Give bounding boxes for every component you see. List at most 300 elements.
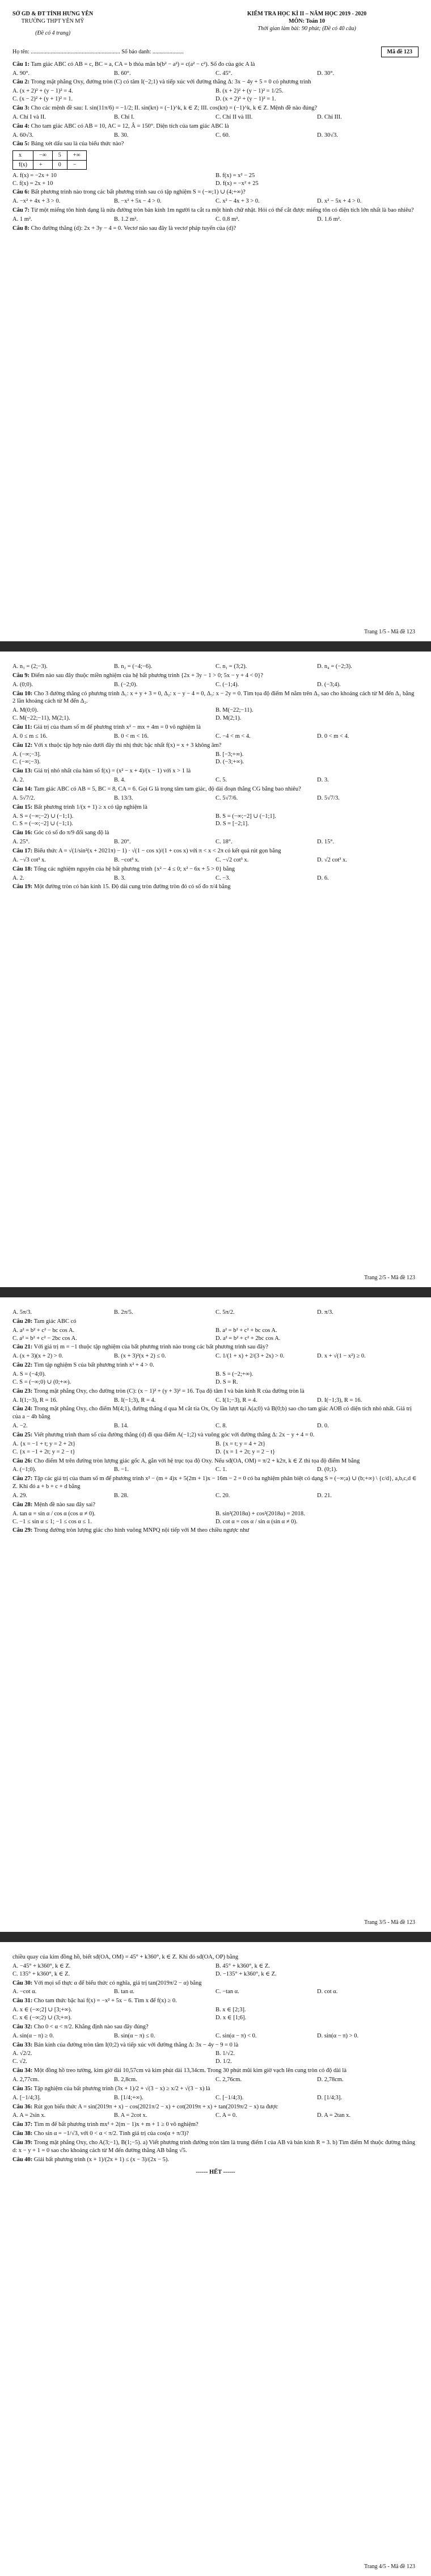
answer-option: A. a² = b² + c² − bc cos A. [12,1327,75,1334]
answer-options [12,838,419,846]
question-number: Câu 36: [12,2103,33,2110]
answer-option: B. (−2;0). [114,681,138,688]
question-block [12,1431,419,1456]
question-number: Câu 12: [12,742,33,749]
answer-options [12,172,419,188]
answer-options [12,1440,419,1456]
answer-option: B. 2,8cm. [114,2077,137,2083]
question-text-row [12,847,419,855]
answer-option: C. 45°. [216,70,233,77]
question-text: Tam giác ABC có AB = c, BC = a, CA = b thỏa mãn b(b² − a²) = c(a² − c²). Số đo của góc A là [31,61,255,68]
answer-option: B. a² = b² + c² + bc cos A. [216,1327,277,1334]
question-number: Câu 7: [12,207,30,214]
answer-option: B. S = (−2;+∞). [216,1371,253,1378]
question-text-row [12,2130,419,2138]
answer-option: A. S = (−∞;−2) ∪ (−1;1). [12,813,74,820]
question-block [12,865,419,883]
question-block [12,672,419,689]
question-text: Cho tam giác ABC có AB = 10, AC = 12, Â = 150°. Diện tích của tam giác ABC là [31,123,229,129]
question-text-row [12,2156,419,2164]
question-text: Bảng xét dấu sau là của biểu thức nào? [31,141,124,148]
answer-option: A. 2,77cm. [12,2077,39,2083]
question-text-row [12,78,419,86]
answer-options [12,1352,419,1360]
question-block [12,1361,419,1386]
question-text: Trong mặt phẳng Oxy, đường tròn (C) có tâm I(−2;1) và tiếp xúc với đường thẳng Δ: 3x − 4y + 5 = 0 có phương trình [31,79,311,86]
answer-option: B. [−3;+∞). [216,751,244,758]
answer-option: A. −45° + k360°, k ∈ Z. [12,1963,71,1969]
question-list-page-1 [12,61,419,233]
answer-options [12,216,419,224]
end-marker: ------ HẾT ------ [196,2169,235,2175]
answer-option: C. −3. [216,875,231,881]
question-text-row [12,865,419,873]
question-list-page-4 [12,1953,419,2164]
question-text-row [12,2085,419,2093]
answer-options [12,2112,419,2120]
answer-option: A. I(1;−3), R = 16. [12,1397,58,1403]
answer-option: C. x ∈ (−∞;2) ∪ (3;+∞). [12,2015,72,2022]
answer-option: C. 20. [216,1493,230,1499]
question-block [12,1318,419,1343]
question-text: Cho điểm M trên đường tròn lượng giác gốc A, gắn với hệ trục tọa độ Oxy. Nếu sđ(OA, OM) = π/2 + k2π, k ∈ Z thì tọa độ điểm M bằng [33,1457,360,1464]
question-block [12,724,419,741]
question-block [12,742,419,767]
answer-option: C. 1. [216,1466,227,1473]
question-number: Câu 35: [12,2085,33,2092]
question-number: Câu 16: [12,830,33,837]
answer-options [12,1988,419,1996]
answer-option: D. S = R. [216,1379,238,1385]
question-block [12,1457,419,1474]
answer-option: B. −x² + 5x − 4 > 0. [114,198,162,205]
question-text-row [12,1431,419,1439]
answer-option: A. n₃ = (2;−3). [12,663,48,670]
answer-option: B. 2π/5. [114,1309,133,1316]
question-text: Biểu thức A = √(1/sin²(x + 2021π) − 1) · √(1 − cos x)/(1 + cos x) với π < x < 2π có kết quả rút gọn bằng [33,848,281,855]
answer-option: D. 30°. [317,70,335,77]
sign-table-row-f [13,160,87,169]
answer-option: C. [−1/4;3). [216,2094,244,2101]
question-block [12,78,419,103]
question-block [12,2041,419,2066]
exam-page-2 [0,652,431,1287]
answer-option: D. (x + 2)² + (y − 1)² = 1. [216,96,276,103]
question-number: Câu 30: [12,1980,33,1986]
answer-option: C. I(1;−3), R = 4. [216,1397,257,1403]
question-text: Một đồng hồ treo tường, kim giờ dài 10,57cm và kim phút dài 13,34cm. Trong 30 phút mũi kim giờ vạch lên cung tròn có độ dài là [33,2067,347,2074]
question-number: Câu 22: [12,1362,33,1369]
question-text-row [12,123,419,131]
page-footer: Trang 1/5 - Mã đề 123 [364,628,415,635]
question-block [12,1388,419,1405]
answer-option: A. A = 2sin x. [12,2112,46,2119]
question-block [12,767,419,784]
answer-option: D. x² − 5x + 4 > 0. [317,198,362,205]
answer-options [12,813,419,829]
answer-options [12,795,419,802]
question-number: Câu 21: [12,1344,33,1351]
answer-options [12,197,419,205]
answer-option: B. 4. [114,777,126,784]
page-footer: Trang 3/5 - Mã đề 123 [364,1919,415,1926]
question-text-row [12,1457,419,1465]
answer-option: C. 5π/2. [216,1309,235,1316]
answer-option: B. (x + 3)²(x + 2) ≤ 0. [114,1353,166,1360]
question-number: Câu 32: [12,2023,33,2030]
question-text: Cho đường thẳng (d): 2x + 3y − 4 = 0. Vectơ nào sau đây là vectơ pháp tuyến của (d)? [31,225,236,232]
question-text-row [12,1475,419,1491]
answer-option: B. 30. [114,132,129,138]
answer-options [12,1422,419,1430]
answer-option: A. −cot α. [12,1989,37,1995]
question-text-row [12,2041,419,2049]
answer-option: A. (0;0). [12,681,33,688]
question-block [12,663,419,671]
question-text: Cho tam thức bậc hai f(x) = −x² + 5x − 6. Tìm x để f(x) ≥ 0. [33,1998,177,2005]
question-text-row [12,883,419,891]
question-number: Câu 25: [12,1432,33,1439]
question-block [12,225,419,233]
question-block [12,829,419,846]
question-number: Câu 6: [12,189,30,196]
question-number: Câu 4: [12,123,30,129]
answer-option: C. −1 ≤ sin α ≤ 1; −1 ≤ cos α ≤ 1. [12,1518,92,1525]
question-number: Câu 39: [12,2140,33,2146]
answer-option: A. f(x) = −2x + 10 [12,172,57,179]
question-number: Câu 2: [12,79,30,86]
question-text: Giá trị của tham số m để phương trình x² − mx + 4m = 0 vô nghiệm là [33,724,201,731]
question-block [12,1953,419,1978]
answer-option: C. 5. [216,777,227,784]
answer-option: D. 3. [317,777,329,784]
question-number: Câu 26: [12,1457,33,1464]
answer-option: C. M(−22;−11), M(2;1). [12,715,70,722]
sign-table [12,150,87,169]
question-text: Cho sin α = −1/√3, với 0 < α < π/2. Tính giá trị của cos(α + π/3)? [33,2130,189,2137]
answer-option: B. tan α. [114,1989,134,1995]
question-text-row [12,1527,419,1535]
question-text-row [12,2023,419,2031]
answer-option: D. x ∈ [1;6]. [216,2015,247,2022]
answer-option: A. 2. [12,875,24,881]
exam-header [12,10,419,37]
answer-option: A. 90°. [12,70,30,77]
question-text: Tìm tập nghiệm S của bất phương trình x² + 4 > 0. [33,1362,154,1369]
answer-option: C. 1/(1 + x) + 2/(3 + 2x) > 0. [216,1353,285,1360]
exam-code: Mã đề 123 [381,47,419,57]
question-text: chiều quay của kim đồng hồ, biết sđ(OA, OM) = 45° + k360°, k ∈ Z. Khi đó sđ(OA, OP) bằng [12,1954,239,1960]
question-block [12,2085,419,2102]
answer-option: D. 15°. [317,839,335,846]
question-block [12,804,419,829]
exam-subject: MÔN: Toán 10 [289,18,326,25]
answer-options [12,2076,419,2084]
answer-option: B. M(−22;−11). [216,707,253,714]
answer-option: B. −cot³ x. [114,856,140,863]
answer-option: B. [1/4;+∞). [114,2094,143,2101]
question-block [12,2103,419,2120]
answer-option: B. 3. [114,875,126,881]
answer-option: C. S = (−∞;−2] ∪ (−1;1). [12,821,73,827]
answer-options [12,1309,419,1317]
answer-options [12,2094,419,2102]
answer-options [12,2032,419,2040]
question-number: Câu 38: [12,2130,33,2137]
answer-options [12,2006,419,2022]
question-number: Câu 31: [12,1998,33,2005]
question-number: Câu 10: [12,690,33,697]
answer-options [12,1327,419,1343]
answer-option: A. 1 m². [12,216,32,223]
sign-table-row-x [13,151,87,160]
question-block [12,785,419,802]
question-number: Câu 14: [12,786,33,793]
question-text-row [12,1501,419,1509]
answer-option: B. S = (−∞;−2] ∪ (−1;1]. [216,813,276,820]
answer-option: B. 13/3. [114,795,133,801]
answer-option: A. sin(α − π) ≥ 0. [12,2032,54,2039]
page-count-note: (Đề có 4 trang) [35,30,71,37]
answer-options [12,2050,419,2066]
sign-table-x-label: x [13,151,33,160]
answer-option: B. (x + 2)² + (y − 1)² = 1/25. [216,88,284,95]
page-footer: Trang 4/5 - Mã đề 123 [364,2563,415,2570]
question-text-row [12,2139,419,2155]
question-text-row [12,1997,419,2005]
question-block [12,2139,419,2155]
answer-option: D. n₄ = (−2;3). [317,663,352,670]
question-text-row [12,1388,419,1396]
answer-option: D. 0 < m < 4. [317,733,349,739]
answer-option: C. 60. [216,132,230,138]
question-block [12,1980,419,1997]
answer-option: A. (−1;0). [12,1466,36,1473]
question-text-row [12,690,419,706]
answer-option: D. A = 2tan x. [317,2112,351,2119]
answer-options [12,663,419,671]
question-text-row [12,207,419,215]
question-block [12,1343,419,1360]
answer-option: B. 28. [114,1493,129,1499]
answer-option: A. 5π/3. [12,1309,32,1316]
answer-option: A. (−∞;−3]. [12,751,41,758]
question-block [12,847,419,864]
question-text-row [12,785,419,793]
sign-table-x-value: +∞ [67,151,86,160]
question-number: Câu 27: [12,1476,33,1482]
question-block [12,1405,419,1430]
question-text-row [12,104,419,112]
question-block [12,140,419,187]
question-block [12,1475,419,1500]
answer-option: C. 8. [216,1423,227,1430]
answer-option: D. a² = b² + c² + 2bc cos A. [216,1335,281,1342]
candidate-info-row [12,47,419,57]
answer-option: C. x² − 4x + 3 > 0. [216,198,260,205]
answer-option: B. 0 < m < 16. [114,733,149,739]
question-text-row [12,829,419,837]
question-text: Bất phương trình 1/(x + 1) ≥ x có tập nghiệm là [33,804,147,810]
answer-option: D. 21. [317,1493,332,1499]
answer-option: C. −4 < m < 4. [216,733,251,739]
answer-option: C. sin(α − π) < 0. [216,2032,257,2039]
answer-option: D. (−3;+∞). [216,759,244,766]
answer-option: C. {x = −1 + 2t; y = 2 − t} [12,1448,75,1455]
answer-option: C. 18°. [216,839,233,846]
question-number: Câu 17: [12,848,33,855]
school-name: TRƯỜNG THPT YÊN MỸ [21,18,84,25]
question-block [12,2121,419,2129]
answer-option: A. {x = −1 + t; y = 2 + 2t} [12,1440,76,1447]
answer-option: B. f(x) = x² − 25 [216,172,255,179]
answer-option: D. 0. [317,1423,329,1430]
question-block [12,1997,419,2022]
answer-option: D. Chỉ III. [317,114,342,120]
answer-option: C. f(x) = 2x + 10 [12,180,53,187]
question-text: Bán kính của đường tròn tâm I(0;2) và tiếp xúc với đường thẳng Δ: 3x − 4y − 9 = 0 là [33,2041,239,2048]
question-block [12,1527,419,1535]
answer-option: D. [1/4;3]. [317,2094,343,2101]
answer-option: D. 1.6 m². [317,216,341,223]
question-text: Từ một miếng tôn hình dạng là nửa đường tròn bán kính 1m người ta cắt ra một hình chữ nhật. Hỏi có thể cắt được miếng tôn có diện tích lớn nhất là bao nhiêu? [31,207,414,214]
question-number: Câu 15: [12,804,33,810]
question-number: Câu 19: [12,884,33,890]
question-block [12,1501,419,1526]
question-number: Câu 20: [12,1318,33,1325]
answer-option: C. √2. [12,2058,27,2065]
exam-time: Thời gian làm bài: 90 phút; (Đề có 40 câu) [257,26,356,32]
answer-option: D. 5√7/3. [317,795,340,801]
answer-options [12,1492,419,1500]
question-text: Với giá trị m = −1 thuộc tập nghiệm của bất phương trình nào trong các bất phương trình sau đây? [33,1344,268,1351]
answer-option: B. n₂ = (−4;−6). [114,663,153,670]
question-number: Câu 9: [12,672,30,679]
answer-option: C. 135° + k360°, k ∈ Z. [12,1970,70,1977]
question-text: Trong đường tròn lượng giác cho hình vuông MNPQ nội tiếp với M theo chiều ngược như [33,1527,250,1534]
answer-option: D. (0;1). [317,1466,337,1473]
question-text-row [12,140,419,148]
question-block [12,2130,419,2138]
answer-option: B. 60°. [114,70,131,77]
answer-option: C. a² = b² + c² − 2bc cos A. [12,1335,77,1342]
answer-options [12,132,419,140]
question-list-page-2 [12,663,419,891]
answer-option: C. 0.8 m². [216,216,239,223]
answer-option: A. S = (−4;0). [12,1371,46,1378]
question-text-row [12,804,419,812]
question-text-row [12,2103,419,2111]
question-text: Cho 0 < α < π/2. Khẳng định nào sau đây đúng? [33,2023,149,2030]
answer-options [12,707,419,722]
answer-option: C. −√2 cot³ x. [216,856,249,863]
question-block [12,207,419,224]
question-text: Góc có số đo π/9 đổi sang độ là [33,830,109,837]
answer-option: A. √2/2. [12,2050,32,2057]
answer-options [12,114,419,121]
answer-option: D. f(x) = −x² + 25 [216,180,259,187]
question-text-row [12,1405,419,1421]
question-number: Câu 40: [12,2156,33,2163]
answer-option: A. [−1/4;3]. [12,2094,41,2101]
answer-option: C. (−∞;−3). [12,759,41,766]
answer-option: D. 6. [317,875,329,881]
answer-option: A. (x + 2)² + (y − 1)² = 4. [12,88,73,95]
answer-option: D. {x = 1 + 2t; y = 2 − t} [216,1448,276,1455]
question-number: Câu 34: [12,2067,33,2074]
answer-option: A. (x + 3)(x + 2) > 0. [12,1353,64,1360]
question-text-row [12,2121,419,2129]
answer-option: B. 45° + k360°, k ∈ Z. [216,1963,270,1969]
question-text-row [12,1318,419,1326]
question-text: Tập các giá trị của tham số m để phương trình x² − (m + 4)x + 5(2m + 1)x − 16m − 2 = 0 có ba nghiệm phân biệt có dạng S = (−∞;a) ∪ (b;+∞) \ {c/d}, a,b,c,d ∈ Z. Khi đó a + b + c + d bằng [12,1476,417,1490]
question-number: Câu 37: [12,2121,33,2128]
question-text: Một đường tròn có bán kính 15. Độ dài cung tròn đường tròn đó có số đo π/4 bằng [33,884,231,890]
answer-options [12,751,419,767]
question-text: Tam giác ABC có AB = 5, BC = 8, CA = 6. Gọi G là trọng tâm tam giác, độ dài đoạn thẳng CG bằng bao nhiêu? [33,786,301,793]
answer-option: C. (x − 2)² + (y + 1)² = 1. [12,96,73,103]
answer-option: B. −1. [114,1466,129,1473]
answer-option: A. 29. [12,1493,27,1499]
question-block [12,61,419,78]
exam-page-4 [0,1942,431,2576]
answer-option: D. sin(α − π) > 0. [317,2032,359,2039]
question-text-row [12,767,419,775]
answer-option: B. 20°. [114,839,131,846]
answer-option: D. I(−1;3), R = 16. [317,1397,362,1403]
question-text: Rút gọn biểu thức A = sin(2019π + x) − cos(2021π/2 − x) + cot(2019π + x) + tan(2019π/2 − x) ta được [33,2103,278,2110]
question-text-row [12,2067,419,2075]
answer-option: B. 14. [114,1423,129,1430]
answer-options [12,70,419,78]
question-text-row [12,225,419,233]
answer-option: D. 2,78cm. [317,2077,344,2083]
answer-option: D. 1/2. [216,2058,232,2065]
answer-option: A. 5√7/2. [12,795,35,801]
answer-options [12,856,419,864]
sign-table-f-label: f(x) [13,160,33,169]
question-block [12,188,419,205]
answer-option: B. 1.2 m². [114,216,138,223]
question-block [12,1309,419,1317]
answer-option: D. −135° + k360°, k ∈ Z. [216,1970,277,1977]
answer-option: D. (−3;4). [317,681,341,688]
question-text: Bất phương trình nào trong các bất phương trình sau có tập nghiệm S = (−∞;1) ∪ (4;+∞)? [31,189,246,196]
answer-option: C. n₁ = (3;2). [216,663,247,670]
question-text: Với x thuộc tập hợp nào dưới đây thì nhị thức bậc nhất f(x) = x + 3 không âm? [33,742,222,749]
question-number: Câu 1: [12,61,30,68]
question-text: Viết phương trình tham số của đường thẳng (d) đi qua điểm A(−1;2) và vuông góc với đường thẳng Δ: 2x − y + 4 = 0. [33,1432,315,1439]
answer-option: A. −2. [12,1423,28,1430]
answer-option: D. x + √(1 − x²) ≥ 0. [317,1353,366,1360]
answer-option: A. −√3 cot³ x. [12,856,46,863]
answer-options [12,1371,419,1386]
exam-page-1 [0,0,431,641]
answer-option: D. √2 cot³ x. [317,856,347,863]
answer-option: D. cot α. [317,1989,338,1995]
answer-option: B. {x = t; y = 4 + 2t} [216,1440,266,1447]
page-footer: Trang 2/5 - Mã đề 123 [364,1274,415,1281]
answer-option: D. 30√3. [317,132,338,138]
question-block [12,104,419,121]
question-text-row [12,1953,419,1961]
answer-options [12,1466,419,1474]
question-text: Trong mặt phẳng Oxy, cho A(3;−1), B(1;−5). a) Viết phương trình đường tròn tâm là trung điểm I của AB và bán kính R = 3. b) Tìm điểm M thuộc đường thẳng d: x − y + 1 = 0 sao cho khoảng cách từ M đến đường thẳng AB bằng √5. [12,2140,416,2154]
question-text-row [12,1361,419,1369]
answer-option: D. π/3. [317,1309,333,1316]
question-text-row [12,1980,419,1987]
answer-option: B. I(−1;3), R = 4. [114,1397,156,1403]
